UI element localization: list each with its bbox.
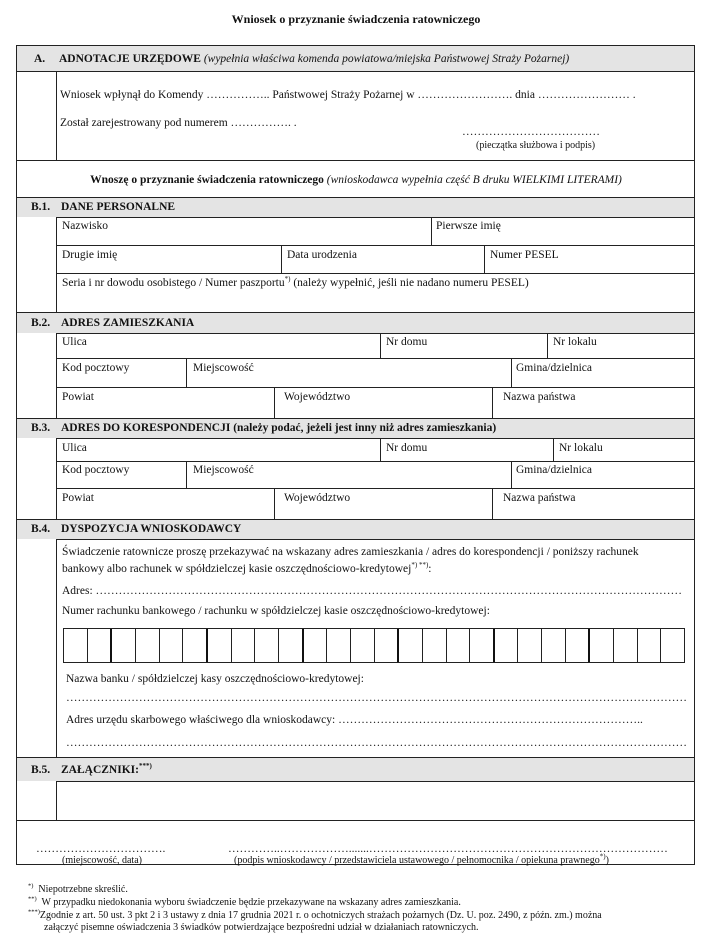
account-digit-box[interactable] (182, 629, 206, 662)
disposition-text-line1: Świadczenie ratownicze proszę przekazywać na wskazany adres zamieszkania / adres do korespondencji / poniższy rachunek (62, 546, 639, 558)
section-b2-heading: ADRES ZAMIESZKANIA (61, 317, 195, 329)
divider (56, 333, 57, 418)
account-digit-box[interactable] (565, 629, 589, 662)
footnote-ref: *) **) (411, 561, 429, 570)
surname-field[interactable]: Nazwisko (62, 220, 108, 232)
divider (484, 245, 485, 273)
disposition-text-line2 (62, 563, 431, 575)
divider (56, 438, 694, 439)
divider (17, 197, 694, 198)
divider (56, 245, 694, 246)
closing-paren: ) (605, 855, 609, 866)
divider (56, 461, 694, 462)
section-a-heading: ADNOTACJE URZĘDOWE (59, 53, 201, 65)
divider (511, 358, 512, 387)
id-document-label: Seria i nr dowodu osobistego / Numer paszportu (62, 277, 285, 289)
account-digit-box[interactable] (254, 629, 278, 662)
account-digit-box[interactable] (469, 629, 493, 662)
section-b5-heading-line (61, 764, 152, 776)
signature-label-line (234, 852, 609, 866)
divider (186, 358, 187, 387)
divider (56, 71, 57, 160)
address-field[interactable]: Adres: ……………………………………………………………………………………………………………………………………… (62, 585, 683, 597)
account-digit-box[interactable] (278, 629, 302, 662)
section-b5-heading: ZAŁĄCZNIKI: (61, 764, 139, 776)
b2-commune-field[interactable]: Gmina/dzielnica (516, 362, 592, 374)
divider (56, 781, 694, 782)
section-b5-number: B.5. (31, 764, 51, 776)
section-b3-heading: ADRES DO KORESPONDENCJI (należy podać, jeżeli jest inny niż adres zamieszkania) (61, 422, 497, 434)
divider (186, 461, 187, 488)
signature-field[interactable]: …………..……………….......…………………………………………………………………… (228, 843, 668, 855)
footnote-text: W przypadku niedokonania wyboru świadczenie będzie przekazywane na wskazany adres zamieszkania. (41, 897, 461, 908)
footnote-ref: *) (599, 852, 606, 861)
account-digit-box[interactable] (660, 629, 684, 662)
id-document-field[interactable] (62, 277, 529, 289)
section-b2-number: B.2. (31, 317, 51, 329)
footnote-3-continued (44, 922, 479, 933)
b2-county-field[interactable]: Powiat (62, 391, 94, 403)
footnote-2 (28, 897, 461, 908)
request-note: (wnioskodawca wypełnia część B druku WIELKIMI LITERAMI) (326, 174, 622, 186)
footnote-3 (28, 910, 602, 921)
divider (511, 461, 512, 488)
b3-postal-field[interactable]: Kod pocztowy (62, 464, 130, 476)
divider (17, 757, 694, 758)
account-digit-box[interactable] (326, 629, 350, 662)
divider (274, 387, 275, 418)
divider (56, 333, 694, 334)
divider (17, 519, 694, 520)
footnote-mark: *) (28, 882, 34, 890)
divider (17, 418, 694, 419)
account-digit-box[interactable] (231, 629, 255, 662)
pesel-field[interactable]: Numer PESEL (490, 249, 559, 261)
account-number-grid[interactable] (63, 628, 685, 663)
section-a-heading-line (59, 53, 569, 65)
form-title: Wniosek o przyznanie świadczenia ratowniczego (231, 12, 481, 26)
b3-city-field[interactable]: Miejscowość (193, 464, 254, 476)
divider (56, 539, 694, 540)
divider (56, 217, 694, 218)
divider (431, 217, 432, 245)
b3-commune-field[interactable]: Gmina/dzielnica (516, 464, 592, 476)
divider (56, 217, 57, 312)
b3-county-field[interactable]: Powiat (62, 492, 94, 504)
stamp-dots[interactable]: ……………………………… (462, 126, 600, 138)
b3-flat-field[interactable]: Nr lokalu (559, 442, 603, 454)
section-b1-number: B.1. (31, 201, 51, 213)
account-digit-box[interactable] (541, 629, 565, 662)
section-b4-number: B.4. (31, 523, 51, 535)
divider (56, 358, 694, 359)
b2-city-field[interactable]: Miejscowość (193, 362, 254, 374)
divider (17, 820, 694, 821)
account-digit-box[interactable] (446, 629, 470, 662)
second-name-field[interactable]: Drugie imię (62, 249, 118, 261)
divider (17, 71, 694, 72)
account-digit-box[interactable] (159, 629, 183, 662)
account-digit-box[interactable] (135, 629, 159, 662)
account-digit-box[interactable] (87, 629, 111, 662)
account-digit-box[interactable] (302, 629, 327, 662)
account-digit-box[interactable] (64, 629, 87, 662)
divider (17, 160, 694, 161)
divider (281, 245, 282, 273)
account-digit-box[interactable] (397, 629, 422, 662)
b2-flat-field[interactable]: Nr lokalu (553, 336, 597, 348)
b2-country-field[interactable]: Nazwa państwa (503, 391, 576, 403)
divider (547, 333, 548, 358)
footnote-text: Zgodnie z art. 50 ust. 3 pkt 2 i 3 ustawy z dnia 17 grudnia 2021 r. o ochotniczych strażach pożarnych (Dz. U. poz. 2490, z późn. zm.) można (39, 910, 602, 921)
colon: : (428, 563, 432, 575)
divider (56, 539, 57, 757)
account-digit-box[interactable] (206, 629, 231, 662)
signature-label: (podpis wnioskodawcy / przedstawiciela ustawowego / pełnomocnika / opiekuna prawnego (234, 855, 600, 866)
account-digit-box[interactable] (422, 629, 446, 662)
divider (274, 488, 275, 519)
section-a-note: (wypełnia właściwa komenda powiatowa/miejska Państwowej Straży Pożarnej) (203, 53, 570, 65)
account-digit-box[interactable] (350, 629, 374, 662)
account-digit-box[interactable] (588, 629, 613, 662)
b2-house-field[interactable]: Nr domu (386, 336, 428, 348)
stamp-label: (pieczątka służbowa i podpis) (476, 140, 596, 151)
birth-date-field[interactable]: Data urodzenia (287, 249, 357, 261)
footnote-mark: **) (28, 895, 37, 903)
divider (380, 333, 381, 358)
b3-country-field[interactable]: Nazwa państwa (503, 492, 576, 504)
tax-office-field[interactable]: Adres urzędu skarbowego właściwego dla wnioskodawcy: …………………………………………………………………….. (66, 714, 643, 726)
divider (56, 438, 57, 519)
b3-house-field[interactable]: Nr domu (386, 442, 428, 454)
b3-street-field[interactable]: Ulica (62, 442, 87, 454)
account-digit-box[interactable] (110, 629, 135, 662)
divider (380, 438, 381, 461)
account-digit-box[interactable] (613, 629, 637, 662)
place-date-label: (miejscowość, data) (62, 855, 142, 866)
id-document-note: (należy wypełnić, jeśli nie nadano numeru PESEL) (293, 277, 529, 289)
section-b3-number: B.3. (31, 422, 51, 434)
b3-voivodeship-field[interactable]: Województwo (284, 492, 351, 504)
divider (553, 438, 554, 461)
section-b1-heading: DANE PERSONALNE (61, 201, 176, 213)
footnote-1 (28, 884, 128, 895)
divider (492, 488, 493, 519)
divider (17, 312, 694, 313)
account-digit-box[interactable] (517, 629, 541, 662)
footnote-ref: ***) (138, 762, 152, 771)
tax-office-extra-field[interactable]: ……………………………………………………………………………………………………………………………………………… (66, 737, 687, 749)
b2-street-field[interactable]: Ulica (62, 336, 87, 348)
divider (56, 273, 694, 274)
disposition-text-line2-body: bankowy albo rachunek w spółdzielczej kasie oszczędnościowo-kredytowej (62, 563, 412, 575)
divider (56, 488, 694, 489)
first-name-field[interactable]: Pierwsze imię (436, 220, 501, 232)
section-a-register-line[interactable]: Został zarejestrowany pod numerem ……………. . (60, 117, 297, 129)
footnote-text: załączyć pisemne oświadczenia 3 świadków potwierdzające bezpośredni udział w działaniach ratowniczych. (44, 922, 479, 933)
section-a-letter: A. (34, 53, 46, 65)
request-line (0, 174, 712, 186)
section-b4-heading: DYSPOZYCJA WNIOSKODAWCY (61, 523, 242, 535)
request-text: Wnoszę o przyznanie świadczenia ratowniczego (90, 174, 324, 186)
account-digit-box[interactable] (374, 629, 398, 662)
bank-label: Nazwa banku / spółdzielczej kasy oszczędnościowo-kredytowej: (66, 673, 364, 685)
b2-postal-field[interactable]: Kod pocztowy (62, 362, 130, 374)
divider (56, 387, 694, 388)
divider (492, 387, 493, 418)
footnote-mark: ***) (28, 908, 40, 916)
footnote-text: Niepotrzebne skreślić. (38, 884, 128, 895)
section-a-receipt-line[interactable]: Wniosek wpłynął do Komendy …………….. Państwowej Straży Pożarnej w ……………………. dnia …………………… . (60, 89, 636, 101)
account-digit-box[interactable] (493, 629, 518, 662)
account-label: Numer rachunku bankowego / rachunku w spółdzielczej kasie oszczędnościowo-kredytowej: (62, 605, 490, 617)
place-date-field[interactable]: ……………………………. (36, 843, 166, 855)
divider (56, 781, 57, 820)
bank-name-field[interactable]: ……………………………………………………………………………………………………………………………………………… (66, 692, 687, 704)
b2-voivodeship-field[interactable]: Województwo (284, 391, 351, 403)
footnote-ref: *) (284, 275, 291, 284)
account-digit-box[interactable] (637, 629, 661, 662)
